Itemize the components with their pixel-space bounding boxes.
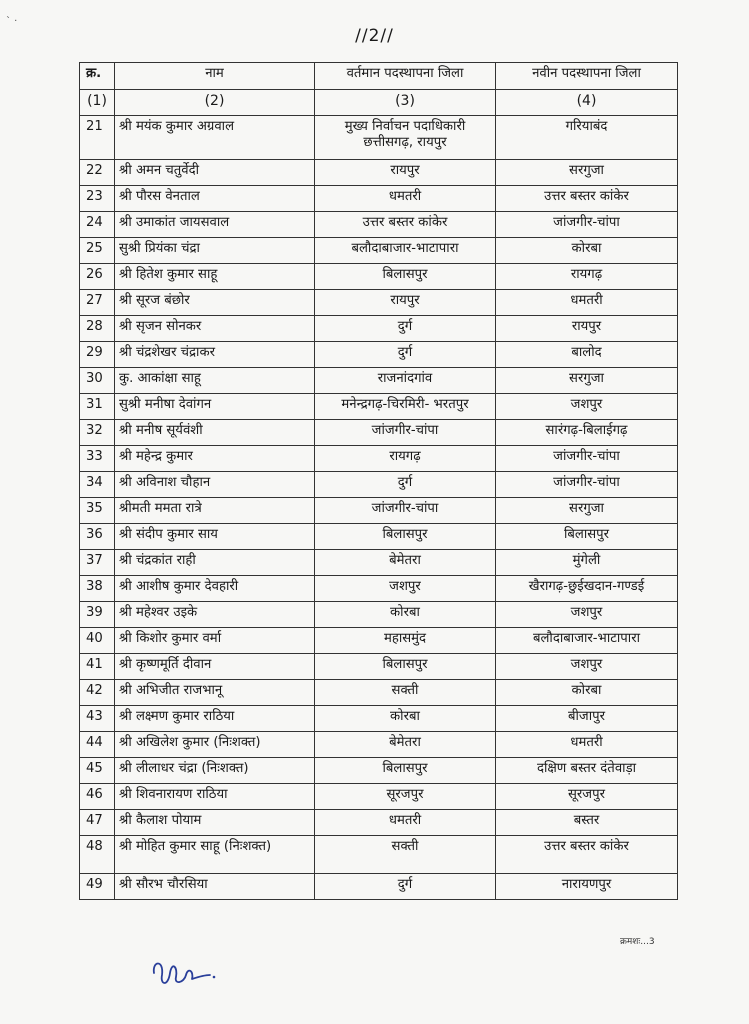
table-row xyxy=(80,394,678,420)
current-district-cell: रायगढ़ xyxy=(315,446,496,472)
header-name: नाम xyxy=(115,63,315,90)
new-district-cell: उत्तर बस्तर कांकेर xyxy=(496,836,678,874)
index-1: (1) xyxy=(80,90,115,116)
table-row xyxy=(80,160,678,186)
name-cell: श्री पौरस वेनताल xyxy=(115,186,315,212)
table-row xyxy=(80,342,678,368)
table-row xyxy=(80,116,678,160)
serial-cell: 28 xyxy=(80,316,115,342)
serial-cell: 29 xyxy=(80,342,115,368)
current-district-cell: बेमेतरा xyxy=(315,732,496,758)
serial-cell: 22 xyxy=(80,160,115,186)
table-row xyxy=(80,874,678,900)
table-row xyxy=(80,654,678,680)
new-district-cell: रायगढ़ xyxy=(496,264,678,290)
column-index-row xyxy=(80,90,678,116)
table-row xyxy=(80,628,678,654)
name-cell: श्री मयंक कुमार अग्रवाल xyxy=(115,116,315,160)
table-row xyxy=(80,472,678,498)
serial-cell: 46 xyxy=(80,784,115,810)
name-cell: श्री मोहित कुमार साहू (निःशक्त) xyxy=(115,836,315,874)
serial-cell: 33 xyxy=(80,446,115,472)
table-row xyxy=(80,602,678,628)
table-row xyxy=(80,784,678,810)
current-district-cell: बिलासपुर xyxy=(315,524,496,550)
index-4: (4) xyxy=(496,90,678,116)
name-cell: श्री कैलाश पोयाम xyxy=(115,810,315,836)
serial-cell: 49 xyxy=(80,874,115,900)
current-district-cell: बलौदाबाजार-भाटापारा xyxy=(315,238,496,264)
table-row xyxy=(80,706,678,732)
current-district-cell: धमतरी xyxy=(315,186,496,212)
new-district-cell: सारंगढ़-बिलाईगढ़ xyxy=(496,420,678,446)
table-row xyxy=(80,576,678,602)
table-row xyxy=(80,836,678,874)
new-district-cell: मुंगेली xyxy=(496,550,678,576)
name-cell: श्री कृष्णमूर्ति दीवान xyxy=(115,654,315,680)
new-district-cell: बस्तर xyxy=(496,810,678,836)
new-district-cell: धमतरी xyxy=(496,290,678,316)
header-serial: क्र. xyxy=(80,63,115,90)
name-cell: श्री संदीप कुमार साय xyxy=(115,524,315,550)
new-district-cell: उत्तर बस्तर कांकेर xyxy=(496,186,678,212)
current-district-cell: दुर्ग xyxy=(315,472,496,498)
table-row xyxy=(80,524,678,550)
table-row xyxy=(80,810,678,836)
current-district-cell: बिलासपुर xyxy=(315,758,496,784)
table-row xyxy=(80,316,678,342)
current-district-cell: दुर्ग xyxy=(315,342,496,368)
new-district-cell: सरगुजा xyxy=(496,368,678,394)
name-cell: श्री चंद्रकांत राही xyxy=(115,550,315,576)
current-district-cell: मुख्य निर्वाचन पदाधिकारी छत्तीसगढ़, रायपुर xyxy=(315,116,496,160)
current-district-cell: रायपुर xyxy=(315,160,496,186)
name-cell: श्री अमन चतुर्वेदी xyxy=(115,160,315,186)
header-new-district: नवीन पदस्थापना जिला xyxy=(496,63,678,90)
serial-cell: 21 xyxy=(80,116,115,160)
table-row xyxy=(80,264,678,290)
name-cell: कु. आकांक्षा साहू xyxy=(115,368,315,394)
serial-cell: 48 xyxy=(80,836,115,874)
index-2: (2) xyxy=(115,90,315,116)
serial-cell: 37 xyxy=(80,550,115,576)
serial-cell: 40 xyxy=(80,628,115,654)
new-district-cell: जांजगीर-चांपा xyxy=(496,446,678,472)
name-cell: श्री अविनाश चौहान xyxy=(115,472,315,498)
new-district-cell: धमतरी xyxy=(496,732,678,758)
name-cell: सुश्री प्रियंका चंद्रा xyxy=(115,238,315,264)
new-district-cell: बलौदाबाजार-भाटापारा xyxy=(496,628,678,654)
name-cell: श्रीमती ममता रात्रे xyxy=(115,498,315,524)
header-current-district: वर्तमान पदस्थापना जिला xyxy=(315,63,496,90)
name-cell: श्री अखिलेश कुमार (निःशक्त) xyxy=(115,732,315,758)
current-district-cell: बिलासपुर xyxy=(315,264,496,290)
current-district-cell: राजनांदगांव xyxy=(315,368,496,394)
name-cell: श्री शिवनारायण राठिया xyxy=(115,784,315,810)
name-cell: श्री उमाकांत जायसवाल xyxy=(115,212,315,238)
serial-cell: 31 xyxy=(80,394,115,420)
table-row xyxy=(80,446,678,472)
name-cell: श्री सौरभ चौरसिया xyxy=(115,874,315,900)
new-district-cell: नारायणपुर xyxy=(496,874,678,900)
current-district-cell: उत्तर बस्तर कांकेर xyxy=(315,212,496,238)
current-district-cell: सूरजपुर xyxy=(315,784,496,810)
current-district-cell: कोरबा xyxy=(315,602,496,628)
transfer-table xyxy=(79,62,678,900)
serial-cell: 44 xyxy=(80,732,115,758)
new-district-cell: बिलासपुर xyxy=(496,524,678,550)
serial-cell: 26 xyxy=(80,264,115,290)
new-district-cell: सरगुजा xyxy=(496,498,678,524)
serial-cell: 36 xyxy=(80,524,115,550)
table-row xyxy=(80,186,678,212)
new-district-cell: बालोद xyxy=(496,342,678,368)
new-district-cell: जशपुर xyxy=(496,394,678,420)
current-district-cell: दुर्ग xyxy=(315,316,496,342)
new-district-cell: कोरबा xyxy=(496,238,678,264)
serial-cell: 39 xyxy=(80,602,115,628)
serial-cell: 47 xyxy=(80,810,115,836)
name-cell: श्री सृजन सोनकर xyxy=(115,316,315,342)
serial-cell: 45 xyxy=(80,758,115,784)
name-cell: श्री महेन्द्र कुमार xyxy=(115,446,315,472)
name-cell: श्री अभिजीत राजभानू xyxy=(115,680,315,706)
name-cell: श्री आशीष कुमार देवहारी xyxy=(115,576,315,602)
table-row xyxy=(80,420,678,446)
signature xyxy=(148,953,218,993)
new-district-cell: जांजगीर-चांपा xyxy=(496,472,678,498)
serial-cell: 27 xyxy=(80,290,115,316)
table-row xyxy=(80,732,678,758)
name-cell: श्री किशोर कुमार वर्मा xyxy=(115,628,315,654)
serial-cell: 32 xyxy=(80,420,115,446)
serial-cell: 34 xyxy=(80,472,115,498)
current-district-cell: सक्ती xyxy=(315,680,496,706)
serial-cell: 30 xyxy=(80,368,115,394)
name-cell: श्री मनीष सूर्यवंशी xyxy=(115,420,315,446)
serial-cell: 23 xyxy=(80,186,115,212)
scan-speck: ` · xyxy=(6,16,18,27)
current-district-cell: जांजगीर-चांपा xyxy=(315,498,496,524)
new-district-cell: सरगुजा xyxy=(496,160,678,186)
name-cell: श्री सूरज बंछोर xyxy=(115,290,315,316)
name-cell: श्री हितेश कुमार साहू xyxy=(115,264,315,290)
current-district-cell: कोरबा xyxy=(315,706,496,732)
current-district-cell: महासमुंद xyxy=(315,628,496,654)
page-number: //2// xyxy=(355,26,394,46)
new-district-cell: कोरबा xyxy=(496,680,678,706)
name-cell: श्री लीलाधर चंद्रा (निःशक्त) xyxy=(115,758,315,784)
new-district-cell: जशपुर xyxy=(496,654,678,680)
current-district-cell: बेमेतरा xyxy=(315,550,496,576)
name-cell: श्री महेश्वर उइके xyxy=(115,602,315,628)
new-district-cell: सूरजपुर xyxy=(496,784,678,810)
table-row xyxy=(80,290,678,316)
table-header-row xyxy=(80,63,678,90)
table-row xyxy=(80,758,678,784)
table-row xyxy=(80,238,678,264)
serial-cell: 35 xyxy=(80,498,115,524)
current-district-cell: मनेन्द्रगढ़-चिरमिरी- भरतपुर xyxy=(315,394,496,420)
serial-cell: 24 xyxy=(80,212,115,238)
new-district-cell: रायपुर xyxy=(496,316,678,342)
new-district-cell: खैरागढ़-छुईखदान-गण्डई xyxy=(496,576,678,602)
current-district-cell: सक्ती xyxy=(315,836,496,874)
serial-cell: 41 xyxy=(80,654,115,680)
new-district-cell: जशपुर xyxy=(496,602,678,628)
index-3: (3) xyxy=(315,90,496,116)
current-district-cell: दुर्ग xyxy=(315,874,496,900)
table-row xyxy=(80,212,678,238)
new-district-cell: बीजापुर xyxy=(496,706,678,732)
name-cell: श्री लक्ष्मण कुमार राठिया xyxy=(115,706,315,732)
current-district-cell: बिलासपुर xyxy=(315,654,496,680)
serial-cell: 42 xyxy=(80,680,115,706)
current-district-cell: धमतरी xyxy=(315,810,496,836)
new-district-cell: जांजगीर-चांपा xyxy=(496,212,678,238)
name-cell: श्री चंद्रशेखर चंद्राकर xyxy=(115,342,315,368)
table-row xyxy=(80,550,678,576)
new-district-cell: गरियाबंद xyxy=(496,116,678,160)
current-district-cell: जांजगीर-चांपा xyxy=(315,420,496,446)
table-row xyxy=(80,498,678,524)
current-district-cell: रायपुर xyxy=(315,290,496,316)
current-district-cell: जशपुर xyxy=(315,576,496,602)
serial-cell: 25 xyxy=(80,238,115,264)
continued-note: क्रमशः...3 xyxy=(620,937,655,947)
table-row xyxy=(80,368,678,394)
table-row xyxy=(80,680,678,706)
serial-cell: 38 xyxy=(80,576,115,602)
name-cell: सुश्री मनीषा देवांगन xyxy=(115,394,315,420)
new-district-cell: दक्षिण बस्तर दंतेवाड़ा xyxy=(496,758,678,784)
serial-cell: 43 xyxy=(80,706,115,732)
